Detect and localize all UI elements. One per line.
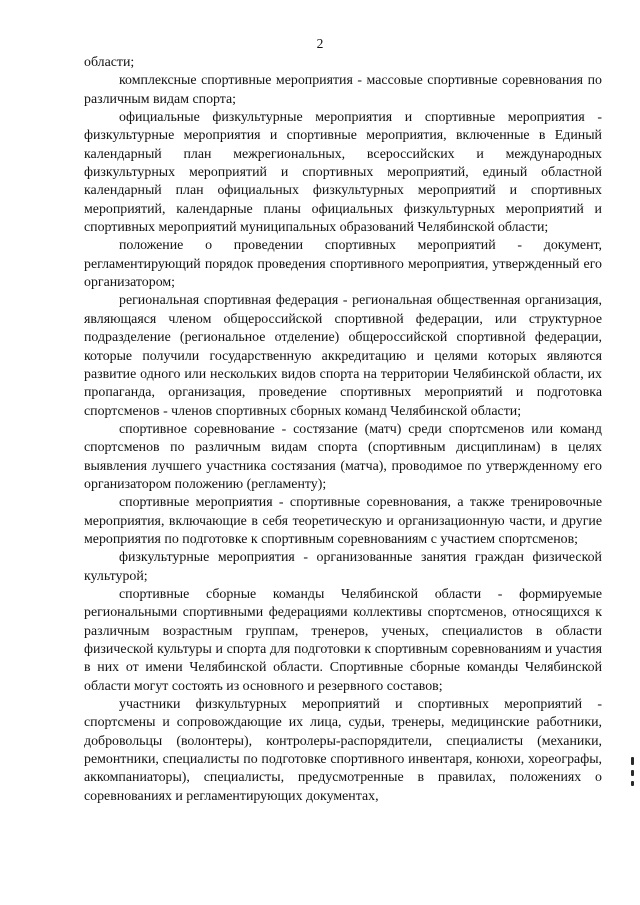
definition-physical-culture-events: физкультурные мероприятия - организованные занятия граждан физической культурой;: [84, 550, 602, 584]
scan-edge-mark: [631, 757, 634, 765]
definition-sports-competition: спортивное соревнование - состязание (матч) среди спортсменов или команд спортсменов по различным видам спорта (спортивным дисциплинам) в целях выявления лучшего участника состязания (матча), проводимое по утвержденному его организатором положению (регламенту);: [84, 421, 602, 492]
definition-regional-teams: спортивные сборные команды Челябинской области - формируемые региональными спортивными федерациями коллективы спортсменов, относящихся к различным возрастным группам, тренеров, ученых, специалистов в области физической культуры и спорта для подготовки к спортивным соревнованиям и участия в них от имени Челябинской области. Спортивные сборные команды Челябинской области могут состоять из основного и резервного составов;: [84, 586, 602, 694]
definition-complex-sports-events: комплексные спортивные мероприятия - массовые спортивные соревнования по различным видам спорта;: [84, 73, 602, 107]
scan-edge-mark: [631, 781, 634, 786]
definition-official-events: официальные физкультурные мероприятия и спортивные мероприятия - физкультурные мероприятия и спортивные мероприятия, включенные в Единый календарный план межрегиональных, всероссийских и международных физкультурных мероприятий и спортивных мероприятий, единый областной календарный план официальных физкультурных мероприятий и спортивных мероприятий, календарные планы официальных физкультурных мероприятий и спортивных мероприятий муниципальных образований Челябинской области;: [84, 110, 602, 236]
definition-regulation: положение о проведении спортивных мероприятий - документ, регламентирующий порядок проведения спортивного мероприятия, утвержденный его организатором;: [84, 238, 602, 291]
page-number: 2: [316, 36, 324, 51]
paragraph-continuation: области;: [84, 55, 135, 70]
definition-regional-federation: региональная спортивная федерация - региональная общественная организация, являющаяся членом общероссийской спортивной федерации, или структурное подразделение (региональное отделение) общероссийской спортивной федерации, которые получили государственную аккредитацию и целями которых являются развитие одного или нескольких видов спорта на территории Челябинской области, их пропаганда, организация, проведение спортивных мероприятий и подготовка спортсменов - членов спортивных сборных команд Челябинской области;: [84, 293, 602, 419]
scan-edge-mark: [631, 770, 634, 776]
definition-sports-events: спортивные мероприятия - спортивные соревнования, а также тренировочные мероприятия, включающие в себя теоретическую и организационную части, и другие мероприятия по подготовке к спортивным соревнованиям с участием спортсменов;: [84, 495, 602, 547]
document-body: [84, 54, 602, 806]
definition-participants: участники физкультурных мероприятий и спортивных мероприятий - спортсмены и сопровождающие их лица, судьи, тренеры, медицинские работники, добровольцы (волонтеры), контролеры-распорядители, специалисты (механики, ремонтники, специалисты по подготовке спортивного инвентаря, конюхи, хореографы, аккомпаниаторы), специалисты, предусмотренные в правилах, положениях о соревнованиях и регламентирующих документах,: [84, 697, 602, 804]
